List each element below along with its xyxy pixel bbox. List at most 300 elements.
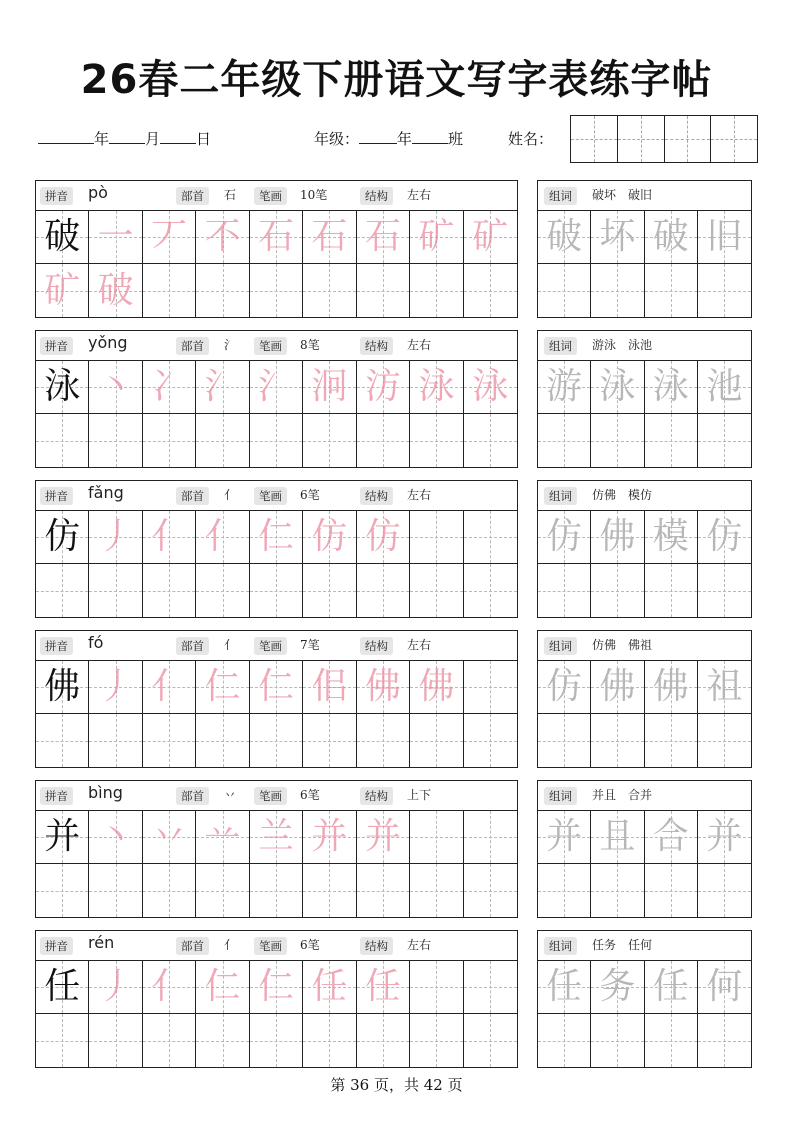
strokes-value: 6笔: [300, 788, 320, 802]
pinyin-label: 拼音: [40, 487, 73, 505]
year-blank[interactable]: [38, 129, 94, 144]
stroke-step: 破: [97, 269, 134, 311]
grid-cell[interactable]: [410, 811, 463, 864]
grid-cell[interactable]: [36, 961, 89, 1014]
grid-cell[interactable]: [89, 811, 142, 864]
grid-cell[interactable]: [89, 511, 142, 564]
stroke-step: 䒑: [204, 816, 241, 857]
grid-cell[interactable]: [36, 714, 89, 767]
grid-cell[interactable]: [196, 1014, 249, 1067]
grid-cell[interactable]: [303, 961, 356, 1014]
grid-cell[interactable]: [357, 661, 410, 714]
grid-cell[interactable]: [250, 811, 303, 864]
grid-cell[interactable]: [250, 211, 303, 264]
grid-cell[interactable]: [591, 661, 644, 714]
grid-cell[interactable]: [250, 361, 303, 414]
stroke-step: 仁: [204, 666, 241, 707]
grid-cell[interactable]: [196, 511, 249, 564]
grid-cell[interactable]: [410, 714, 463, 767]
grid-cell[interactable]: [36, 864, 89, 917]
grid-cell[interactable]: [698, 864, 751, 917]
strokes-label: 笔画: [254, 787, 287, 805]
grid-cell[interactable]: [645, 564, 698, 617]
structure-label: 结构: [360, 337, 393, 355]
grid-cell[interactable]: [464, 211, 517, 264]
grid-cell[interactable]: [250, 714, 303, 767]
words-value: 任务 任何: [592, 938, 653, 952]
char-practice-box: [35, 630, 518, 768]
char-practice-box: [35, 480, 518, 618]
word-practice-box: [537, 480, 752, 618]
grid-cell[interactable]: [196, 361, 249, 414]
grid-cell[interactable]: [303, 811, 356, 864]
grid-cell[interactable]: [464, 864, 517, 917]
words-label: 组词: [544, 787, 577, 805]
grid-cell[interactable]: [357, 564, 410, 617]
page-number: 第 36 页，共 42 页: [330, 1076, 463, 1094]
trace-character: 佛: [599, 516, 636, 557]
stroke-step: 丿: [97, 516, 134, 557]
grid-cell[interactable]: [89, 564, 142, 617]
stroke-step: 丿: [97, 666, 134, 707]
trace-character: 何: [706, 966, 743, 1007]
grid-cell[interactable]: [196, 961, 249, 1014]
stroke-step: 氵: [204, 366, 241, 407]
char-practice-box: [35, 780, 518, 918]
grid-cell[interactable]: [410, 564, 463, 617]
grid-cell[interactable]: [410, 961, 463, 1014]
grid-cell[interactable]: [645, 264, 698, 317]
grid-cell[interactable]: [250, 564, 303, 617]
word-practice-box: [537, 330, 752, 468]
grid-cell[interactable]: [591, 511, 644, 564]
grid-cell[interactable]: [143, 564, 196, 617]
grid-cell[interactable]: [250, 511, 303, 564]
grid-cell[interactable]: [196, 211, 249, 264]
word-practice-box: [537, 780, 752, 918]
words-label: 组词: [544, 937, 577, 955]
grid-cell[interactable]: [645, 961, 698, 1014]
grid-cell[interactable]: [645, 661, 698, 714]
grid-cell[interactable]: [698, 961, 751, 1014]
model-character: 破: [44, 216, 81, 257]
stroke-step: 石: [257, 216, 294, 257]
grid-cell[interactable]: [410, 1014, 463, 1067]
grid-cell[interactable]: [303, 511, 356, 564]
word-grid: [538, 961, 751, 1067]
grade-blank[interactable]: [359, 129, 397, 144]
grid-cell[interactable]: [645, 811, 698, 864]
trace-character: 务: [599, 966, 636, 1007]
name-label: 姓名：: [508, 130, 554, 148]
grid-cell[interactable]: [143, 264, 196, 317]
grid-cell[interactable]: [89, 714, 142, 767]
class-blank[interactable]: [412, 129, 448, 144]
char-practice-box: [35, 330, 518, 468]
grid-cell[interactable]: [538, 864, 591, 917]
grid-cell[interactable]: [36, 811, 89, 864]
grid-cell[interactable]: [698, 414, 751, 467]
grid-cell[interactable]: [357, 361, 410, 414]
grid-cell[interactable]: [143, 714, 196, 767]
grid-cell[interactable]: [250, 864, 303, 917]
stroke-step: 亻: [151, 516, 188, 557]
grid-cell[interactable]: [591, 961, 644, 1014]
stroke-step: 丆: [151, 216, 188, 257]
char-info-bar: [36, 331, 517, 361]
stroke-step: 泳: [472, 366, 509, 407]
grade-label: 年级：: [314, 130, 360, 148]
structure-label: 结构: [360, 487, 393, 505]
grid-cell[interactable]: [196, 661, 249, 714]
grid-cell[interactable]: [464, 1014, 517, 1067]
strokes-value: 6笔: [300, 938, 320, 952]
radical-value: 氵: [224, 338, 237, 352]
grid-cell[interactable]: [89, 1014, 142, 1067]
month-blank[interactable]: [109, 129, 145, 144]
grid-cell[interactable]: [464, 661, 517, 714]
trace-character: 仿: [546, 666, 583, 707]
grid-cell[interactable]: [591, 564, 644, 617]
grid-cell[interactable]: [89, 961, 142, 1014]
grid-cell[interactable]: [303, 1014, 356, 1067]
writing-grid: [36, 961, 517, 1067]
grid-cell[interactable]: [357, 714, 410, 767]
stroke-step: 石: [364, 216, 401, 257]
grid-cell[interactable]: [357, 211, 410, 264]
stroke-step: 佛: [418, 666, 455, 707]
radical-label: 部首: [176, 787, 209, 805]
grid-cell[interactable]: [591, 264, 644, 317]
words-info-bar: [538, 331, 751, 361]
writing-grid: [36, 661, 517, 767]
grid-cell[interactable]: [538, 264, 591, 317]
strokes-label: 笔画: [254, 487, 287, 505]
name-cell[interactable]: [711, 116, 757, 162]
grid-cell[interactable]: [538, 564, 591, 617]
trace-character: 模: [652, 516, 689, 557]
words-label: 组词: [544, 337, 577, 355]
grid-cell[interactable]: [36, 661, 89, 714]
grid-cell[interactable]: [36, 264, 89, 317]
grid-cell[interactable]: [303, 264, 356, 317]
grid-cell[interactable]: [357, 414, 410, 467]
writing-grid: [36, 811, 517, 917]
stroke-step: 矿: [472, 216, 509, 257]
grid-cell[interactable]: [410, 864, 463, 917]
stroke-step: 任: [311, 966, 348, 1007]
grid-cell[interactable]: [303, 361, 356, 414]
stroke-step: 亻: [204, 516, 241, 557]
grid-cell[interactable]: [143, 361, 196, 414]
model-character: 并: [44, 816, 81, 857]
words-info-bar: [538, 481, 751, 511]
grid-cell[interactable]: [303, 414, 356, 467]
name-cell[interactable]: [665, 116, 712, 162]
grid-cell[interactable]: [89, 414, 142, 467]
stroke-step: 仁: [204, 966, 241, 1007]
words-info-bar: [538, 931, 751, 961]
strokes-value: 10笔: [300, 188, 328, 202]
words-info-bar: [538, 781, 751, 811]
word-practice-box: [537, 930, 752, 1068]
grid-cell[interactable]: [357, 864, 410, 917]
grid-cell[interactable]: [143, 661, 196, 714]
stroke-step: 矿: [418, 216, 455, 257]
grid-cell[interactable]: [250, 414, 303, 467]
word-grid: [538, 811, 751, 917]
grid-cell[interactable]: [303, 211, 356, 264]
pinyin-label: 拼音: [40, 937, 73, 955]
grid-cell[interactable]: [538, 211, 591, 264]
structure-value: 左右: [407, 488, 432, 502]
grid-cell[interactable]: [250, 264, 303, 317]
grid-cell[interactable]: [645, 714, 698, 767]
grid-cell[interactable]: [89, 361, 142, 414]
grid-cell[interactable]: [464, 961, 517, 1014]
grid-cell[interactable]: [645, 511, 698, 564]
writing-grid: [36, 361, 517, 467]
grid-cell[interactable]: [357, 961, 410, 1014]
model-character: 仿: [44, 516, 81, 557]
grid-cell[interactable]: [303, 661, 356, 714]
grid-cell[interactable]: [698, 361, 751, 414]
grid-cell[interactable]: [464, 811, 517, 864]
grid-cell[interactable]: [464, 264, 517, 317]
grid-cell[interactable]: [410, 211, 463, 264]
trace-character: 仿: [706, 516, 743, 557]
writing-grid: [36, 211, 517, 317]
stroke-step: 仿: [364, 516, 401, 557]
grid-cell[interactable]: [591, 714, 644, 767]
word-grid: [538, 511, 751, 617]
grid-cell[interactable]: [36, 564, 89, 617]
grid-cell[interactable]: [538, 714, 591, 767]
stroke-step: 石: [311, 216, 348, 257]
year-label: 年: [94, 130, 110, 148]
grid-cell[interactable]: [357, 511, 410, 564]
stroke-step: 泳: [418, 366, 455, 407]
grid-cell[interactable]: [464, 714, 517, 767]
trace-character: 破: [546, 216, 583, 257]
grid-cell[interactable]: [645, 211, 698, 264]
grade-year-label: 年: [397, 130, 413, 148]
grid-cell[interactable]: [538, 1014, 591, 1067]
grid-cell[interactable]: [143, 1014, 196, 1067]
trace-character: 破: [652, 216, 689, 257]
grid-cell[interactable]: [89, 211, 142, 264]
grid-cell[interactable]: [143, 811, 196, 864]
stroke-step: 仁: [257, 666, 294, 707]
grid-cell[interactable]: [645, 1014, 698, 1067]
grid-cell[interactable]: [357, 811, 410, 864]
grid-cell[interactable]: [196, 564, 249, 617]
day-label: 日: [196, 130, 212, 148]
grid-cell[interactable]: [196, 714, 249, 767]
word-practice-box: [537, 630, 752, 768]
grid-cell[interactable]: [538, 661, 591, 714]
radical-label: 部首: [176, 187, 209, 205]
words-label: 组词: [544, 487, 577, 505]
stroke-step: 汸: [364, 366, 401, 407]
trace-character: 旧: [706, 216, 743, 257]
grid-cell[interactable]: [303, 864, 356, 917]
grade-fields: [314, 128, 463, 149]
grid-cell[interactable]: [250, 661, 303, 714]
grid-cell[interactable]: [89, 264, 142, 317]
grid-cell[interactable]: [591, 414, 644, 467]
writing-grid: [36, 511, 517, 617]
grid-cell[interactable]: [303, 714, 356, 767]
grid-cell[interactable]: [410, 264, 463, 317]
trace-character: 池: [706, 366, 743, 407]
trace-character: 坏: [599, 216, 636, 257]
grid-cell[interactable]: [698, 564, 751, 617]
grid-cell[interactable]: [89, 661, 142, 714]
page-title: 26春二年级下册语文写字表练字帖: [80, 57, 713, 103]
stroke-step: 任: [364, 966, 401, 1007]
grid-cell[interactable]: [591, 211, 644, 264]
structure-value: 左右: [407, 638, 432, 652]
trace-character: 并: [706, 816, 743, 857]
grid-cell[interactable]: [143, 961, 196, 1014]
stroke-step: 佛: [364, 666, 401, 707]
grid-cell[interactable]: [464, 564, 517, 617]
grid-cell[interactable]: [196, 864, 249, 917]
grid-cell[interactable]: [591, 811, 644, 864]
grid-cell[interactable]: [464, 414, 517, 467]
radical-value: 石: [224, 188, 237, 202]
grid-cell[interactable]: [410, 661, 463, 714]
grid-cell[interactable]: [698, 661, 751, 714]
name-cell[interactable]: [618, 116, 665, 162]
trace-character: 仿: [546, 516, 583, 557]
grid-cell[interactable]: [464, 511, 517, 564]
structure-value: 左右: [407, 188, 432, 202]
grid-cell[interactable]: [196, 414, 249, 467]
grid-cell[interactable]: [36, 414, 89, 467]
grid-cell[interactable]: [36, 1014, 89, 1067]
grid-cell[interactable]: [36, 511, 89, 564]
strokes-label: 笔画: [254, 637, 287, 655]
grid-cell[interactable]: [698, 811, 751, 864]
pinyin-label: 拼音: [40, 337, 73, 355]
grid-cell[interactable]: [698, 511, 751, 564]
class-label: 班: [448, 130, 464, 148]
pinyin-label: 拼音: [40, 637, 73, 655]
grid-cell[interactable]: [196, 811, 249, 864]
grid-cell[interactable]: [357, 1014, 410, 1067]
grid-cell[interactable]: [591, 361, 644, 414]
grid-cell[interactable]: [538, 811, 591, 864]
grid-cell[interactable]: [698, 714, 751, 767]
char-info-bar: [36, 631, 517, 661]
stroke-step: 一: [97, 216, 134, 257]
date-fields: [38, 128, 211, 149]
name-cell[interactable]: [571, 116, 618, 162]
structure-label: 结构: [360, 937, 393, 955]
pinyin-label: 拼音: [40, 787, 73, 805]
trace-character: 祖: [706, 666, 743, 707]
pinyin-value: pò: [88, 183, 108, 202]
char-practice-box: [35, 930, 518, 1068]
grid-cell[interactable]: [591, 864, 644, 917]
radical-value: 丷: [224, 788, 237, 802]
grid-cell[interactable]: [645, 414, 698, 467]
strokes-label: 笔画: [254, 937, 287, 955]
grid-cell[interactable]: [464, 361, 517, 414]
trace-character: 任: [546, 966, 583, 1007]
grid-cell[interactable]: [143, 211, 196, 264]
radical-label: 部首: [176, 637, 209, 655]
strokes-value: 7笔: [300, 638, 320, 652]
grid-cell[interactable]: [36, 211, 89, 264]
stroke-step: 泂: [311, 366, 348, 407]
grid-cell[interactable]: [143, 864, 196, 917]
grid-cell[interactable]: [250, 961, 303, 1014]
char-info-bar: [36, 481, 517, 511]
model-character: 佛: [44, 666, 81, 707]
model-character: 任: [44, 966, 81, 1007]
stroke-step: 冫: [151, 366, 188, 407]
structure-label: 结构: [360, 637, 393, 655]
pinyin-value: yǒng: [88, 333, 128, 352]
grid-cell[interactable]: [538, 511, 591, 564]
grid-cell[interactable]: [698, 211, 751, 264]
grid-cell[interactable]: [645, 361, 698, 414]
grid-cell[interactable]: [250, 1014, 303, 1067]
grid-cell[interactable]: [357, 264, 410, 317]
strokes-value: 6笔: [300, 488, 320, 502]
words-value: 破坏 破旧: [592, 188, 653, 202]
trace-character: 泳: [599, 366, 636, 407]
grid-cell[interactable]: [538, 414, 591, 467]
strokes-value: 8笔: [300, 338, 320, 352]
stroke-step: 并: [311, 816, 348, 857]
grid-cell[interactable]: [303, 564, 356, 617]
grid-cell[interactable]: [591, 1014, 644, 1067]
grid-cell[interactable]: [143, 414, 196, 467]
trace-character: 佛: [652, 666, 689, 707]
grid-cell[interactable]: [538, 361, 591, 414]
grid-cell[interactable]: [645, 864, 698, 917]
stroke-step: 矿: [44, 269, 81, 311]
word-grid: [538, 211, 751, 317]
grid-cell[interactable]: [698, 1014, 751, 1067]
grid-cell[interactable]: [89, 864, 142, 917]
grid-cell[interactable]: [410, 414, 463, 467]
structure-value: 左右: [407, 338, 432, 352]
day-blank[interactable]: [160, 129, 196, 144]
grid-cell[interactable]: [36, 361, 89, 414]
grid-cell[interactable]: [410, 511, 463, 564]
grid-cell[interactable]: [143, 511, 196, 564]
stroke-step: 亻: [151, 966, 188, 1007]
grid-cell[interactable]: [538, 961, 591, 1014]
grid-cell[interactable]: [698, 264, 751, 317]
trace-character: 游: [546, 366, 583, 407]
pinyin-value: bìng: [88, 783, 123, 802]
strokes-label: 笔画: [254, 337, 287, 355]
char-info-bar: [36, 181, 517, 211]
radical-label: 部首: [176, 487, 209, 505]
words-value: 并且 合并: [592, 788, 653, 802]
name-grid[interactable]: [570, 115, 758, 163]
grid-cell[interactable]: [196, 264, 249, 317]
radical-value: 亻: [224, 638, 237, 652]
grid-cell[interactable]: [410, 361, 463, 414]
word-grid: [538, 361, 751, 467]
